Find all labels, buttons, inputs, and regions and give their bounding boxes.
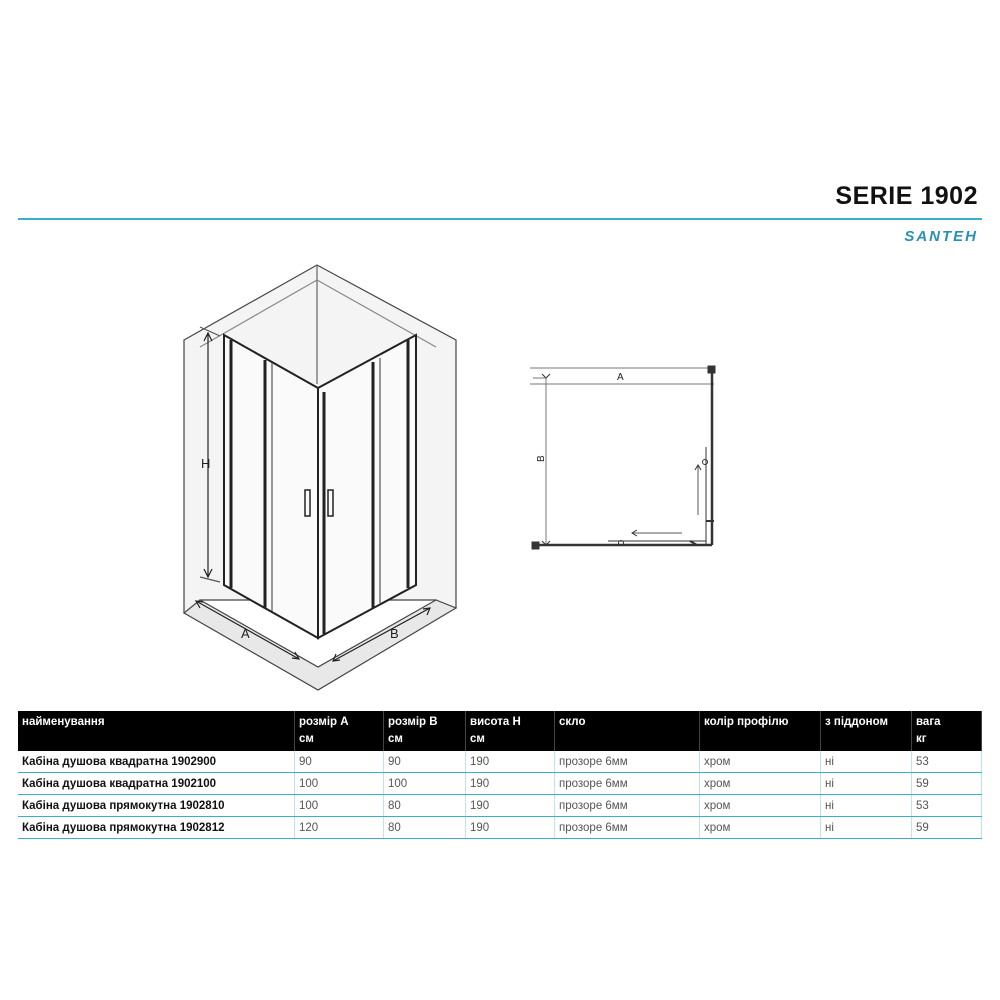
table-row (18, 795, 982, 817)
cell-profile-color: хром (700, 751, 821, 773)
plan-a-label: A (617, 372, 624, 383)
cell-glass: прозоре 6мм (555, 773, 700, 795)
header-name: найменування (18, 711, 295, 751)
cell-height: 190 (466, 817, 555, 839)
width-a-label: A (241, 626, 250, 641)
cell-name: Кабіна душова квадратна 1902900 (18, 751, 295, 773)
header-height: висота Н см (466, 711, 555, 751)
header-size-a: розмір А см (295, 711, 384, 751)
plan-b-label: B (536, 455, 547, 462)
brand-logo: SANTEH (904, 228, 978, 245)
header-with-tray: з піддоном (821, 711, 912, 751)
cell-with-tray: ні (821, 751, 912, 773)
height-label: H (201, 456, 211, 471)
cell-with-tray: ні (821, 773, 912, 795)
table-row (18, 817, 982, 839)
header-profile-color: колір профілю (700, 711, 821, 751)
plan-view (530, 366, 715, 549)
cell-profile-color: хром (700, 817, 821, 839)
cell-size-b: 80 (384, 795, 466, 817)
cell-name: Кабіна душова квадратна 1902100 (18, 773, 295, 795)
table-row (18, 773, 982, 795)
cell-size-b: 80 (384, 817, 466, 839)
header-size-b: розмір В см (384, 711, 466, 751)
cell-with-tray: ні (821, 817, 912, 839)
cell-size-a: 120 (295, 817, 384, 839)
header-glass: скло (555, 711, 700, 751)
cell-profile-color: хром (700, 795, 821, 817)
cell-size-a: 100 (295, 773, 384, 795)
cell-height: 190 (466, 751, 555, 773)
cell-size-a: 90 (295, 751, 384, 773)
cell-height: 190 (466, 795, 555, 817)
cell-size-b: 100 (384, 773, 466, 795)
cell-weight: 53 (912, 795, 982, 817)
cell-profile-color: хром (700, 773, 821, 795)
series-title: SERIE 1902 (835, 182, 978, 210)
cell-size-b: 90 (384, 751, 466, 773)
cell-name: Кабіна душова прямокутна 1902812 (18, 817, 295, 839)
cell-glass: прозоре 6мм (555, 795, 700, 817)
cell-name: Кабіна душова прямокутна 1902810 (18, 795, 295, 817)
cell-with-tray: ні (821, 795, 912, 817)
cell-glass: прозоре 6мм (555, 817, 700, 839)
cell-height: 190 (466, 773, 555, 795)
depth-b-label: B (390, 626, 399, 641)
cell-weight: 59 (912, 817, 982, 839)
cell-weight: 53 (912, 751, 982, 773)
cell-weight: 59 (912, 773, 982, 795)
table-header-row (18, 711, 982, 751)
specification-table (18, 711, 982, 839)
cell-size-a: 100 (295, 795, 384, 817)
header-weight: вага кг (912, 711, 982, 751)
shower-cabin-3d-view (184, 265, 456, 690)
cell-glass: прозоре 6мм (555, 751, 700, 773)
table-row (18, 751, 982, 773)
